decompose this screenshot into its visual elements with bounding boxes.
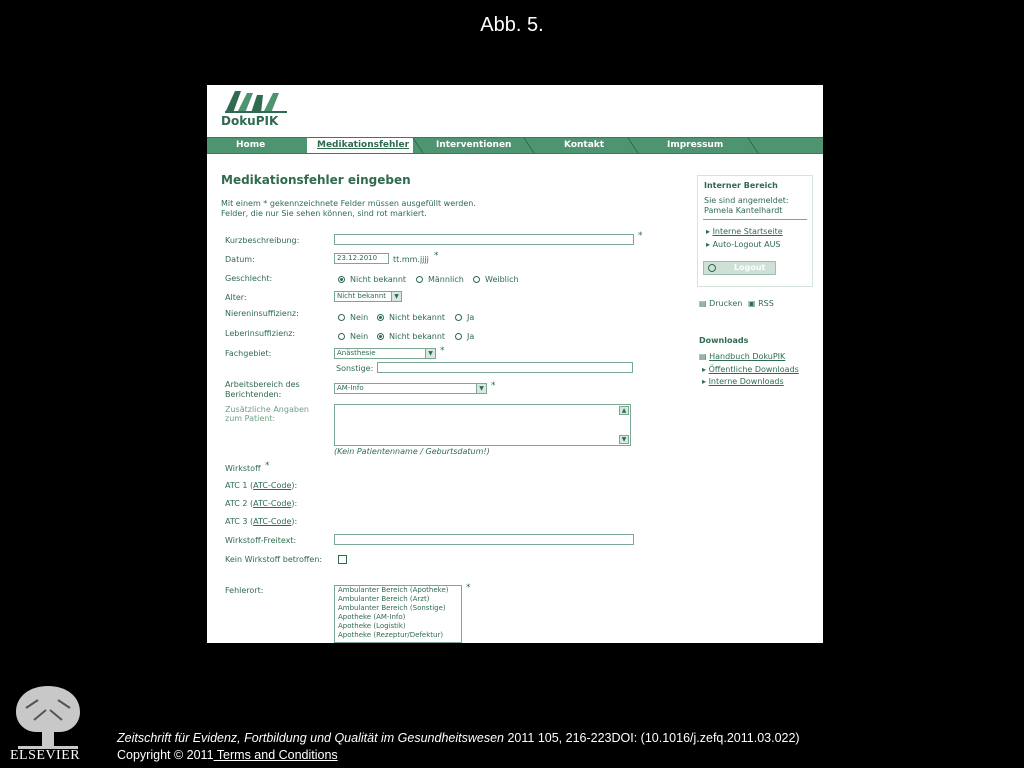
logout-button[interactable]: Logout [703, 261, 776, 275]
chevron-down-icon: ▼ [476, 384, 486, 393]
intro-private: Felder, die nur Sie sehen können, sind rot markiert. [221, 209, 427, 218]
atc2-label: ATC 2 (ATC-Code): [225, 499, 298, 508]
kein-wirkstoff-label: Kein Wirkstoff betroffen: [225, 555, 323, 564]
nav-impressum[interactable]: Impressum [667, 140, 724, 150]
datum-label: Datum: [225, 255, 255, 264]
alter-select[interactable]: Nicht bekannt ▼ [334, 291, 402, 302]
leber-nein-radio[interactable]: Nein [338, 332, 368, 341]
dokupik-screenshot [207, 85, 823, 643]
internal-area-title: Interner Bereich [704, 181, 778, 190]
chevron-down-icon: ▼ [391, 292, 401, 301]
niere-ja-radio[interactable]: Ja [455, 313, 474, 322]
atc3-label: ATC 3 (ATC-Code): [225, 517, 298, 526]
alter-label: Alter: [225, 293, 247, 302]
required-mark: * [440, 346, 445, 356]
downloads-title: Downloads [699, 336, 749, 345]
auto-logout-toggle[interactable]: ▸ Auto-Logout AUS [706, 240, 781, 249]
arrow-right-icon: ▸ [702, 377, 709, 386]
logo-text: DokuPIK [221, 114, 279, 128]
nav-medikationsfehler[interactable]: Medikationsfehler [317, 140, 410, 150]
leber-ja-radio[interactable]: Ja [455, 332, 474, 341]
fachgebiet-select[interactable]: Anästhesie ▼ [334, 348, 436, 359]
atc1-code-link[interactable]: ATC-Code [253, 481, 292, 490]
chevron-down-icon: ▼ [425, 349, 435, 358]
required-mark: * [265, 461, 270, 471]
page-title: Medikationsfehler eingeben [221, 173, 411, 187]
arbeitsbereich-label-2: Berichtenden: [225, 390, 282, 399]
kein-wirkstoff-checkbox[interactable] [338, 555, 347, 564]
terms-link[interactable]: Terms and Conditions [213, 748, 338, 762]
niere-label: Niereninsuffizienz: [225, 309, 299, 318]
download-handbuch-link[interactable]: ▤ Handbuch DokuPIK [699, 352, 786, 361]
fehlerort-option[interactable]: Apotheke (Logistik) [338, 622, 406, 630]
nav-interventionen[interactable]: Interventionen [436, 140, 512, 150]
required-mark: * [638, 231, 643, 241]
main-nav [207, 137, 823, 154]
geschlecht-nicht-bekannt-radio[interactable]: Nicht bekannt [338, 275, 406, 284]
nav-home[interactable]: Home [236, 140, 266, 150]
sonstige-label: Sonstige: [336, 364, 374, 373]
fehlerort-option[interactable]: Apotheke (Rezeptur/Defektur) [338, 631, 444, 639]
nav-separator-icon [523, 138, 535, 153]
publisher-wordmark: ELSEVIER [10, 748, 81, 763]
zusatz-label-2: zum Patient: [225, 414, 276, 423]
nav-separator-icon [627, 138, 639, 153]
zusatz-label: Zusätzliche Angaben [225, 405, 309, 414]
intro-required: Mit einem * gekennzeichnete Felder müssen ausgefüllt werden. [221, 199, 476, 208]
fehlerort-option[interactable]: Ambulanter Bereich (Arzt) [338, 595, 430, 603]
fehlerort-option[interactable]: Ambulanter Bereich (Sonstige) [338, 604, 446, 612]
scroll-down-icon[interactable]: ▼ [619, 435, 629, 444]
logged-in-user: Pamela Kantelhardt [704, 206, 783, 215]
atc1-label: ATC 1 (ATC-Code): [225, 481, 298, 490]
print-link[interactable]: ▤ Drucken [699, 299, 743, 308]
geschlecht-label: Geschlecht: [225, 274, 273, 283]
fehlerort-option[interactable]: Apotheke (AM-Info) [338, 613, 406, 621]
slide-title: Abb. 5. [480, 14, 544, 36]
logged-in-text: Sie sind angemeldet: [704, 196, 789, 205]
nav-kontakt[interactable]: Kontakt [564, 140, 605, 150]
fehlerort-listbox[interactable] [334, 585, 462, 643]
rss-icon: ▣ [748, 299, 759, 308]
leber-label: Leberinsuffizienz: [225, 329, 296, 338]
atc3-code-link[interactable]: ATC-Code [253, 517, 292, 526]
niere-nicht-bekannt-radio[interactable]: Nicht bekannt [377, 313, 445, 322]
download-oeffentlich-link[interactable]: ▸ Öffentliche Downloads [702, 365, 799, 374]
freitext-label: Wirkstoff-Freitext: [225, 536, 297, 545]
leber-nicht-bekannt-radio[interactable]: Nicht bekannt [377, 332, 445, 341]
atc2-code-link[interactable]: ATC-Code [253, 499, 292, 508]
geschlecht-weiblich-radio[interactable]: Weiblich [473, 275, 519, 284]
zusatz-textarea[interactable] [334, 404, 631, 446]
required-mark: * [491, 381, 496, 391]
scroll-up-icon[interactable]: ▲ [619, 406, 629, 415]
kurzbeschreibung-input[interactable] [334, 234, 634, 245]
geschlecht-maennlich-radio[interactable]: Männlich [416, 275, 464, 284]
power-icon [708, 264, 716, 272]
copyright-line: Copyright © 2011 Terms and Conditions [117, 748, 338, 762]
fachgebiet-label: Fachgebiet: [225, 349, 272, 358]
datum-format-hint: tt.mm.jjjj [393, 255, 429, 264]
nav-separator-icon [412, 138, 424, 153]
required-mark: * [466, 583, 471, 593]
arrow-right-icon: ▸ [706, 227, 713, 236]
citation: Zeitschrift für Evidenz, Fortbildung und Qualität im Gesundheitswesen 2011 105, 216-223DOI: (10.1016/j.zefq.2011.03.022) [117, 731, 800, 745]
datum-input[interactable]: 23.12.2010 [334, 253, 389, 264]
link-interne-startseite[interactable]: ▸ Interne Startseite [706, 227, 783, 236]
arrow-right-icon: ▸ [706, 240, 713, 249]
download-intern-link[interactable]: ▸ Interne Downloads [702, 377, 784, 386]
sidebar-divider [703, 219, 807, 220]
arrow-right-icon: ▸ [702, 365, 709, 374]
fehlerort-option[interactable]: Ambulanter Bereich (Apotheke) [338, 586, 449, 594]
arbeitsbereich-select[interactable]: AM-Info ▼ [334, 383, 487, 394]
wirkstoff-label: Wirkstoff [225, 464, 261, 473]
printer-icon: ▤ [699, 299, 710, 308]
required-mark: * [434, 251, 439, 261]
nav-separator-icon [747, 138, 759, 153]
rss-link[interactable]: ▣ RSS [748, 299, 774, 308]
zusatz-hint: (Kein Patientenname / Geburtsdatum!) [334, 447, 490, 456]
niere-nein-radio[interactable]: Nein [338, 313, 368, 322]
freitext-input[interactable] [334, 534, 634, 545]
document-icon: ▤ [699, 352, 710, 361]
sonstige-input[interactable] [377, 362, 633, 373]
arbeitsbereich-label: Arbeitsbereich des [225, 380, 300, 389]
kurzbeschreibung-label: Kurzbeschreibung: [225, 236, 300, 245]
fehlerort-label: Fehlerort: [225, 586, 264, 595]
